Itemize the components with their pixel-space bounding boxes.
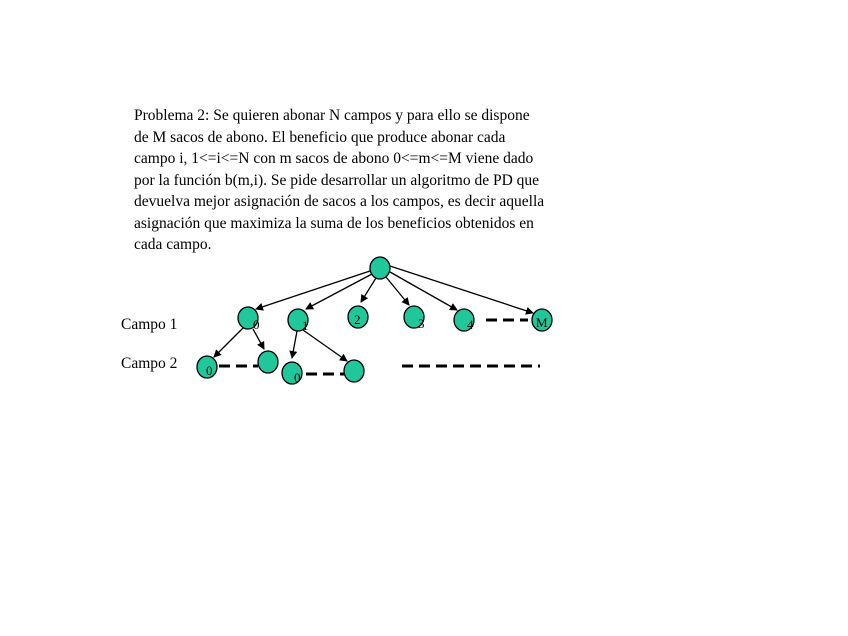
tree-edge [361, 278, 376, 302]
node-label: 2 [354, 312, 361, 327]
tree-node [258, 351, 278, 373]
root-edges [256, 266, 533, 313]
problem-line: campo i, 1<=i<=N con m sacos de abono 0<=m<=M viene dado [134, 150, 534, 167]
tree-edge [214, 328, 243, 357]
problem-line: de M sacos de abono. El beneficio que produce abonar cada [134, 128, 506, 146]
node-label: 0 [294, 370, 301, 385]
node-label: M [536, 315, 548, 330]
campo-2-label: Campo 2 [121, 355, 178, 372]
campo-2-edges [214, 328, 347, 361]
problem-line: asignación que maximiza la suma de los beneficios obtenidos en [134, 214, 534, 232]
node-label: 4 [467, 317, 474, 332]
node-label: 0 [206, 363, 213, 378]
node-label: 3 [418, 316, 425, 331]
campo-1-label: Campo 1 [121, 316, 178, 333]
problem-line: devuelva mejor asignación de sacos a los campos, es decir aquella [134, 193, 545, 210]
tree-node [344, 360, 364, 382]
tree-edge [390, 272, 457, 310]
problem-line: Problema 2: Se quieren abonar N campos y para ello se dispone [134, 107, 530, 124]
node-label: 0 [253, 317, 260, 332]
problem-line: por la función b(m,i). Se pide desarrollar un algoritmo de PD que [134, 171, 540, 189]
node-label: 1 [302, 318, 309, 333]
tree-edge [256, 271, 370, 309]
problem-line: cada campo. [134, 236, 212, 253]
tree-edge [253, 329, 264, 349]
tree-edge [306, 274, 372, 309]
root-node [370, 257, 390, 279]
tree-edge [292, 331, 297, 358]
tree-edge [303, 330, 347, 361]
